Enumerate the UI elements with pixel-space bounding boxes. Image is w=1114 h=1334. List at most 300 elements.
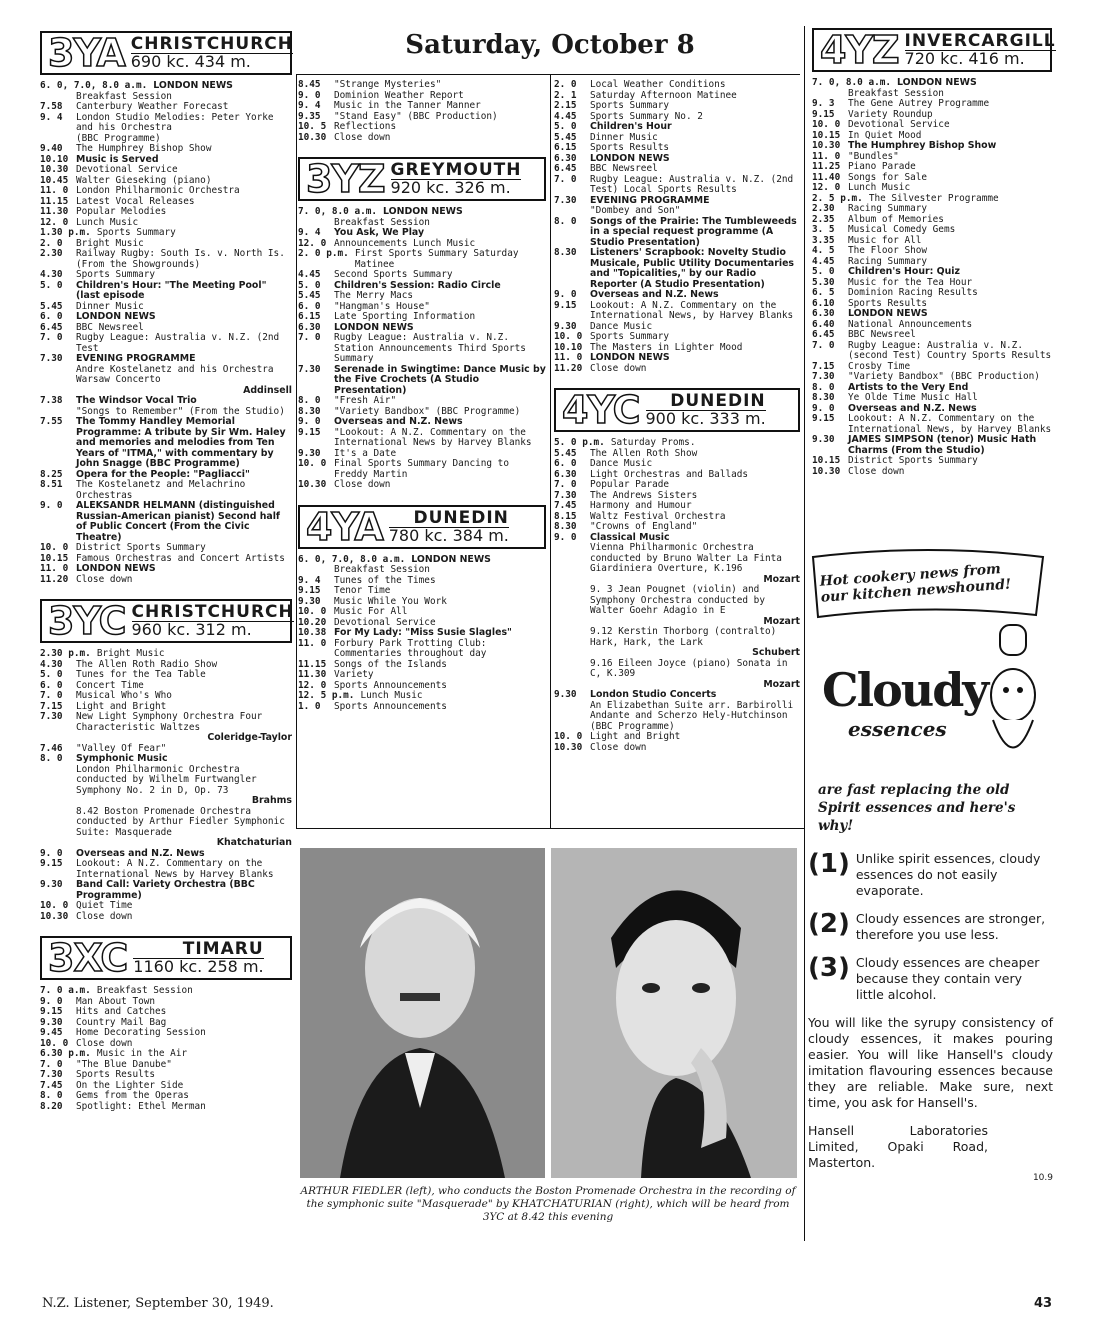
schedule-title: Harmony and Humour bbox=[590, 500, 692, 511]
schedule-time: 6.10 bbox=[812, 297, 835, 309]
schedule-time: 6.30 p.m. bbox=[40, 1048, 91, 1059]
schedule-title: Local Weather Conditions bbox=[590, 79, 726, 90]
schedule-time: 9.15 bbox=[40, 858, 63, 869]
schedule-item bbox=[554, 164, 800, 175]
ad-brand: Cloudy bbox=[822, 663, 988, 717]
schedule-list bbox=[298, 555, 546, 713]
schedule-title: Devotional Service bbox=[848, 119, 950, 130]
schedule-item bbox=[40, 1070, 292, 1081]
schedule-item bbox=[40, 249, 292, 270]
schedule-time: 10. 0 bbox=[554, 331, 583, 342]
ad-point-number: (1) bbox=[808, 849, 850, 879]
schedule-time: 7.30 bbox=[554, 194, 577, 206]
schedule-time: 6.15 bbox=[554, 142, 577, 153]
schedule-title: Dominion Racing Results bbox=[848, 287, 978, 298]
schedule-time: 10.30 bbox=[554, 741, 583, 753]
schedule-time bbox=[40, 765, 76, 797]
schedule-time: 9.30 bbox=[40, 1016, 63, 1028]
schedule-title: "The Blue Danube" bbox=[76, 1058, 172, 1070]
schedule-title: Musical Who's Who bbox=[76, 690, 172, 701]
station-city: CHRISTCHURCH bbox=[131, 602, 294, 622]
schedule-title: London Philharmonic Orchestra bbox=[76, 185, 240, 196]
schedule-item: Brahms bbox=[251, 795, 292, 806]
station-box-4ya bbox=[298, 505, 546, 549]
schedule-item bbox=[298, 101, 546, 112]
station-callsign: 4YC bbox=[562, 388, 640, 432]
schedule-time: 6. 0 bbox=[40, 311, 63, 322]
schedule-time: 11.20 bbox=[40, 573, 69, 585]
schedule-item bbox=[40, 754, 292, 765]
schedule-title: Children's Hour: "The Meeting Pool" (last episode bbox=[76, 279, 267, 301]
schedule-list bbox=[40, 81, 292, 585]
schedule-time: 6. 0 bbox=[554, 458, 577, 469]
schedule-title: Music While You Work bbox=[334, 595, 447, 607]
schedule-title: Vienna Philharmonic Orchestra conducted by Bruno Walter La Finta Giardiniera Overture, K.196 bbox=[590, 542, 782, 574]
schedule-title: Gems from the Operas bbox=[76, 1090, 189, 1101]
schedule-title: Music in the Air bbox=[96, 1048, 188, 1059]
schedule-item bbox=[40, 691, 292, 702]
schedule-time: 10. 0 bbox=[40, 900, 69, 911]
schedule-item bbox=[812, 467, 1052, 478]
schedule-time: 8.25 bbox=[40, 468, 63, 480]
schedule-time: 10.30 bbox=[40, 910, 69, 922]
schedule-title: Tunes of the Times bbox=[334, 574, 436, 586]
schedule-time: 2.35 bbox=[812, 213, 835, 225]
schedule-time: 11.15 bbox=[298, 658, 327, 670]
schedule-time: 5. 0 p.m. bbox=[554, 437, 605, 448]
schedule-item bbox=[554, 206, 800, 217]
schedule-time: 7.46 bbox=[40, 742, 63, 754]
schedule-title: Artists to the Very End bbox=[848, 381, 969, 393]
schedule-item bbox=[40, 207, 292, 218]
schedule-time: 8. 0 bbox=[554, 215, 577, 227]
station-city: INVERCARGILL bbox=[904, 31, 1056, 51]
schedule-time: 2. 0 p.m. bbox=[298, 248, 349, 259]
schedule-time: 10.15 bbox=[812, 129, 841, 141]
schedule-time bbox=[554, 206, 590, 217]
station-box-4yc bbox=[554, 388, 800, 432]
schedule-title: Lunch Music bbox=[848, 182, 911, 193]
schedule-time: 9.15 bbox=[554, 299, 577, 311]
schedule-time: 9.40 bbox=[40, 143, 63, 154]
schedule-time: 9. 0 bbox=[40, 995, 63, 1007]
schedule-time: 9. 0 bbox=[298, 89, 321, 101]
schedule-title: Overseas and N.Z. News bbox=[334, 416, 463, 427]
schedule-title: The Humphrey Bishop Show bbox=[76, 143, 212, 154]
schedule-title: The Andrews Sisters bbox=[590, 489, 698, 501]
schedule-item bbox=[812, 341, 1052, 362]
schedule-title: Close down bbox=[334, 479, 391, 490]
schedule-item bbox=[40, 901, 292, 912]
schedule-time: 6.45 bbox=[554, 163, 577, 174]
schedule-item bbox=[554, 122, 800, 133]
schedule-title: Close down bbox=[76, 910, 133, 922]
dog-chef-mascot-icon bbox=[991, 625, 1035, 748]
schedule-item bbox=[298, 459, 546, 480]
schedule-time bbox=[554, 627, 590, 648]
schedule-time: 9. 0 bbox=[554, 289, 577, 300]
schedule-item bbox=[812, 267, 1052, 278]
schedule-time: 6.30 bbox=[298, 321, 321, 333]
schedule-title: The Allen Roth Show bbox=[590, 447, 698, 459]
schedule-time: 7.30 bbox=[554, 489, 577, 501]
schedule-time: 9.30 bbox=[40, 879, 63, 890]
schedule-title: Rugby League: Australia v. N.Z. Station Announcements Third Sports Summary bbox=[334, 332, 526, 364]
schedule-time: 11.30 bbox=[298, 669, 327, 680]
schedule-time: 9.30 bbox=[812, 434, 835, 445]
schedule-item: Coleridge-Taylor bbox=[207, 732, 292, 743]
schedule-title: "Stand Easy" (BBC Production) bbox=[334, 110, 498, 122]
schedule-title: Close down bbox=[76, 573, 133, 585]
schedule-item bbox=[40, 186, 292, 197]
schedule-time: 10.15 bbox=[812, 455, 841, 466]
schedule-title: The Floor Show bbox=[848, 245, 928, 256]
schedule-title: Close down bbox=[848, 465, 905, 477]
schedule-title: BBC Newsreel bbox=[590, 163, 658, 174]
schedule-time: 8.20 bbox=[40, 1100, 63, 1112]
schedule-title: Light and Bright bbox=[76, 700, 167, 712]
schedule-time: 7.55 bbox=[40, 416, 63, 427]
schedule-title: Songs of the Islands bbox=[334, 658, 447, 670]
schedule-title: The Allen Roth Radio Show bbox=[76, 658, 218, 670]
schedule-item bbox=[40, 165, 292, 176]
schedule-title: Overseas and N.Z. News bbox=[76, 847, 205, 859]
schedule-item bbox=[812, 456, 1052, 467]
schedule-time: 11.30 bbox=[40, 206, 69, 217]
schedule-item bbox=[298, 207, 546, 218]
schedule-time: 12. 0 bbox=[40, 216, 69, 228]
schedule-time: 10.45 bbox=[40, 174, 69, 186]
schedule-time: 6.45 bbox=[40, 321, 63, 333]
schedule-time: 2.30 bbox=[40, 248, 63, 259]
schedule-time: 9. 0 bbox=[298, 416, 321, 427]
schedule-title: LONDON NEWS bbox=[76, 311, 156, 322]
schedule-title: Breakfast Session bbox=[848, 87, 944, 99]
schedule-title: "Hangman's House" bbox=[334, 300, 430, 312]
schedule-title: "Dombey and Son" bbox=[590, 205, 681, 216]
schedule-title: Announcements Lunch Music bbox=[334, 237, 476, 249]
schedule-item: Addinsell bbox=[243, 384, 292, 396]
ad-point bbox=[808, 955, 1053, 1003]
schedule-time: 9. 0 bbox=[554, 531, 577, 543]
ad-body: You will like the syrupy consistency of cloudy essences, it makes pouring easier. You will like Hansell's cloudy imitation flavouring essences because they are reliable. Make sure, next time, you ask for Hansell's. bbox=[808, 1015, 1053, 1110]
schedule-time: 4. 5 bbox=[812, 245, 835, 256]
title-rule bbox=[296, 74, 800, 75]
schedule-item bbox=[812, 225, 1052, 236]
schedule-title: Overseas and N.Z. News bbox=[848, 402, 977, 414]
schedule-time: 10. 0 bbox=[812, 119, 841, 130]
schedule-list bbox=[298, 80, 546, 143]
station-box-3yz bbox=[298, 157, 546, 201]
schedule-time: 9. 4 bbox=[298, 100, 321, 111]
schedule-time: 2. 0 bbox=[40, 237, 63, 249]
schedule-item bbox=[554, 301, 800, 322]
schedule-title: Serenade in Swingtime: Dance Music by the Five Crochets (A Studio Presentation) bbox=[334, 363, 546, 396]
schedule-time: 9.35 bbox=[298, 110, 321, 122]
schedule-time: 9.15 bbox=[812, 108, 835, 120]
schedule-time: 8. 0 bbox=[298, 395, 321, 406]
schedule-item bbox=[554, 585, 800, 617]
schedule-time: 9.15 bbox=[298, 426, 321, 438]
station-callsign: 4YA bbox=[306, 504, 383, 549]
photo-arthur-fiedler bbox=[300, 848, 545, 1178]
schedule-title: Music in the Tanner Manner bbox=[334, 100, 481, 111]
schedule-title: Breakfast Session bbox=[76, 90, 172, 102]
schedule-item bbox=[40, 480, 292, 501]
schedule-title: LONDON NEWS bbox=[411, 553, 491, 565]
schedule-title: Light and Bright bbox=[590, 731, 681, 742]
station-callsign: 3XC bbox=[48, 936, 128, 980]
station-box-4yz bbox=[812, 28, 1056, 72]
schedule-item bbox=[554, 743, 800, 754]
schedule-title: Concert Time bbox=[76, 679, 144, 691]
schedule-item bbox=[812, 372, 1052, 383]
schedule-item bbox=[554, 143, 800, 154]
schedule-title: An Elizabethan Suite arr. Barbirolli Andante and Scherzo Hely-Hutchinson (BBC Programme) bbox=[590, 699, 794, 732]
schedule-title: Rugby League: Australia v. N.Z. (second Test) Country Sports Results bbox=[848, 339, 1052, 361]
schedule-time: 9.30 bbox=[554, 320, 577, 332]
schedule-time: 9.15 bbox=[812, 413, 835, 424]
schedule-item bbox=[812, 435, 1052, 456]
station-callsign: 4YZ bbox=[820, 28, 899, 72]
station-frequency: 960 kc. 312 m. bbox=[132, 621, 294, 638]
column-divider bbox=[296, 74, 297, 828]
schedule-time: 12. 5 p.m. bbox=[298, 690, 355, 701]
schedule-title: Forbury Park Trotting Club: Commentaries throughout day bbox=[334, 637, 487, 659]
schedule-time: 9. 4 bbox=[298, 227, 321, 238]
schedule-time: 9.15 bbox=[298, 585, 321, 596]
schedule-time: 6.30 bbox=[554, 468, 577, 480]
schedule-item bbox=[40, 417, 292, 470]
schedule-title: London Studio Concerts bbox=[590, 689, 717, 700]
schedule-title: Sports Results bbox=[848, 297, 928, 309]
ad-point-text: Cloudy essences are stronger, therefore you use less. bbox=[855, 911, 1046, 942]
schedule-time: 7.38 bbox=[40, 395, 63, 406]
schedule-time: 9.15 bbox=[40, 1006, 63, 1017]
schedule-title: Dance Music bbox=[590, 320, 653, 332]
schedule-item bbox=[554, 627, 800, 648]
schedule-time: 6.45 bbox=[812, 329, 835, 340]
schedule-title: London Studio Melodies: Peter Yorke and his Orchestra bbox=[76, 111, 274, 133]
schedule-title: Breakfast Session bbox=[334, 216, 430, 228]
schedule-title: Variety bbox=[334, 669, 374, 680]
schedule-time: 5.45 bbox=[40, 300, 63, 312]
schedule-item bbox=[554, 364, 800, 375]
station-frequency: 900 kc. 333 m. bbox=[645, 409, 766, 428]
schedule-time: 9.30 bbox=[298, 447, 321, 459]
schedule-item bbox=[40, 281, 292, 302]
schedule-title: Band Call: Variety Orchestra (BBC Programme) bbox=[76, 879, 255, 901]
schedule-title: Quiet Time bbox=[76, 900, 133, 911]
schedule-title: "Variety Bandbox" (BBC Production) bbox=[848, 371, 1040, 382]
schedule-time: 9. 0 bbox=[40, 500, 63, 511]
schedule-title: Close down bbox=[590, 362, 647, 374]
schedule-time: 5. 0 bbox=[298, 279, 321, 291]
schedule-time: 3. 5 bbox=[812, 224, 835, 235]
schedule-time: 2.30 p.m. bbox=[40, 648, 91, 659]
schedule-time: 5. 0 bbox=[554, 121, 577, 132]
schedule-title: BBC Newsreel bbox=[848, 329, 916, 340]
schedule-item bbox=[812, 162, 1052, 173]
schedule-time: 7. 0 bbox=[40, 690, 63, 701]
schedule-time: 7.15 bbox=[40, 700, 63, 712]
column-4 bbox=[812, 0, 1056, 477]
schedule-item: Mozart bbox=[763, 615, 800, 627]
schedule-item bbox=[40, 354, 292, 365]
station-callsign: 3YZ bbox=[306, 157, 385, 201]
schedule-title: Sports Results bbox=[76, 1069, 156, 1080]
schedule-time: 8.45 bbox=[298, 79, 321, 90]
schedule-item bbox=[554, 217, 800, 249]
schedule-title: Breakfast Session bbox=[334, 564, 430, 575]
schedule-time: 4.30 bbox=[40, 269, 63, 280]
schedule-title: London Philharmonic Orchestra conducted by Wilhelm Furtwangler Symphony No. 2 in D, Op. 73 bbox=[76, 763, 257, 796]
schedule-time: 2.15 bbox=[554, 100, 577, 111]
station-frequency: 780 kc. 384 m. bbox=[388, 525, 509, 545]
schedule-item bbox=[554, 80, 800, 91]
schedule-item bbox=[40, 1091, 292, 1102]
page-number: 43 bbox=[1034, 1296, 1053, 1311]
schedule-time: 10.10 bbox=[554, 341, 583, 353]
schedule-time: 5.45 bbox=[554, 131, 577, 143]
schedule-item bbox=[554, 332, 800, 343]
footer-publication: N.Z. Listener, September 30, 1949. bbox=[42, 1296, 274, 1311]
ad-point-number: (3) bbox=[808, 953, 850, 983]
schedule-title: 9. 3 Jean Pougnet (violin) and Symphony Orchestra conducted by Walter Goehr Adagio in E bbox=[590, 584, 765, 616]
schedule-item bbox=[40, 986, 292, 997]
station-city: TIMARU bbox=[182, 939, 264, 959]
schedule-title: National Announcements bbox=[848, 318, 973, 330]
schedule-time: 12. 0 bbox=[812, 182, 841, 193]
schedule-item bbox=[812, 78, 1052, 89]
schedule-item bbox=[298, 396, 546, 407]
schedule-time: 6. 0 bbox=[298, 300, 321, 312]
schedule-time: 2. 0 bbox=[554, 79, 577, 90]
station-frequency: 920 kc. 326 m. bbox=[391, 179, 522, 196]
schedule-item bbox=[812, 393, 1052, 404]
schedule-title: Dinner Music bbox=[76, 300, 144, 312]
schedule-title: New Light Symphony Orchestra Four Characteristic Waltzes bbox=[76, 711, 263, 733]
schedule-time: 10.30 bbox=[812, 465, 841, 477]
schedule-title: 9.12 Kerstin Thorborg (contralto) Hark, Hark, the Lark bbox=[590, 626, 777, 648]
schedule-time: 7.45 bbox=[40, 1079, 63, 1091]
schedule-item bbox=[554, 353, 800, 364]
schedule-item bbox=[40, 880, 292, 901]
schedule-title: Sports Summary bbox=[590, 100, 670, 111]
schedule-time: 6. 0 bbox=[40, 679, 63, 691]
schedule-time: 6. 5 bbox=[812, 287, 835, 298]
schedule-time: 11. 0 bbox=[40, 563, 69, 574]
schedule-time: 11. 0 bbox=[40, 185, 69, 196]
schedule-title: Opera for the People: "Pagliacci" bbox=[76, 468, 250, 480]
schedule-title: Sports Summary bbox=[590, 331, 670, 342]
schedule-item: Khatchaturian bbox=[216, 837, 292, 848]
schedule-time: 7.30 bbox=[298, 363, 321, 375]
schedule-title: On the Lighter Side bbox=[76, 1079, 184, 1091]
schedule-time: 9.45 bbox=[40, 1027, 63, 1038]
schedule-time: 8.51 bbox=[40, 479, 63, 490]
schedule-title: Lunch Music bbox=[360, 690, 423, 701]
photo-caption: ARTHUR FIEDLER (left), who conducts the Boston Promenade Orchestra in the recording of the symphonic suite "Masquerade" by KHATCHATURIAN (right), which will be heard from 3YC at 8.42 this evening bbox=[300, 1185, 796, 1223]
schedule-time: 7.30 bbox=[40, 1069, 63, 1080]
schedule-title: Rugby League: Australia v. N.Z. (2nd Test) Local Sports Results bbox=[590, 173, 794, 195]
schedule-item bbox=[40, 1102, 292, 1113]
schedule-title: Country Mail Bag bbox=[76, 1016, 167, 1028]
schedule-title: Waltz Festival Orchestra bbox=[590, 510, 726, 522]
schedule-item bbox=[40, 396, 292, 407]
schedule-title: Devotional Service bbox=[76, 164, 178, 175]
schedule-item bbox=[812, 204, 1052, 215]
schedule-item bbox=[812, 120, 1052, 131]
photo-rule bbox=[296, 828, 804, 829]
schedule-item bbox=[40, 575, 292, 586]
station-box-3yc bbox=[40, 599, 292, 643]
schedule-title: (BBC Programme) bbox=[76, 132, 161, 144]
schedule-title: "Strange Mysteries" bbox=[334, 79, 442, 90]
schedule-title: Racing Summary bbox=[848, 255, 928, 267]
schedule-title: Final Sports Summary Dancing to Freddy Martin bbox=[334, 458, 509, 480]
schedule-title: Music For All bbox=[334, 606, 408, 617]
schedule-time: 7. 0 bbox=[298, 332, 321, 343]
column-divider bbox=[804, 26, 805, 1241]
ad-point-text: Unlike spirit essences, cloudy essences do not easily evaporate. bbox=[855, 851, 1041, 898]
schedule-title: The Merry Macs bbox=[334, 290, 414, 301]
schedule-title: Racing Summary bbox=[848, 203, 928, 214]
schedule-time: 7. 0, 8.0 a.m. bbox=[298, 206, 378, 217]
station-city: GREYMOUTH bbox=[390, 160, 522, 180]
schedule-title: Music for the Tea Hour bbox=[848, 276, 973, 288]
schedule-title: Children's Session: Radio Circle bbox=[334, 279, 501, 291]
station-city: CHRISTCHURCH bbox=[130, 34, 293, 54]
schedule-title: BBC Newsreel bbox=[76, 321, 144, 333]
schedule-title: Rugby League: Australia v. N.Z. (2nd Test bbox=[76, 332, 280, 354]
schedule-time: 2. 1 bbox=[554, 89, 577, 101]
station-frequency: 1160 kc. 258 m. bbox=[133, 957, 264, 976]
schedule-item bbox=[298, 312, 546, 323]
ad-company: Hansell Laboratories Limited, Opaki Road, Masterton. bbox=[808, 1123, 988, 1170]
schedule-title: Reflections bbox=[334, 121, 397, 132]
schedule-title: ALEKSANDR HELMANN (distinguished Russian-American pianist) Second half of Public Concert (From the Civic Theatre) bbox=[76, 500, 280, 543]
schedule-title: Late Sporting Information bbox=[334, 311, 476, 322]
schedule-title: Close down bbox=[76, 1037, 133, 1049]
schedule-time: 5. 0 bbox=[40, 279, 63, 291]
column-divider bbox=[550, 74, 551, 828]
schedule-title: "Fresh Air" bbox=[334, 395, 397, 406]
schedule-item bbox=[298, 228, 546, 239]
ad-point bbox=[808, 911, 1053, 943]
schedule-title: LONDON NEWS bbox=[334, 321, 414, 333]
schedule-item bbox=[40, 649, 292, 660]
schedule-time: 4.45 bbox=[812, 255, 835, 267]
schedule-item bbox=[40, 564, 292, 575]
schedule-title: Lunch Music bbox=[76, 216, 139, 228]
schedule-title: Latest Vocal Releases bbox=[76, 195, 195, 207]
schedule-item bbox=[298, 428, 546, 449]
schedule-item bbox=[40, 859, 292, 880]
schedule-time bbox=[40, 365, 76, 386]
schedule-title: Walter Gieseking (piano) bbox=[76, 174, 212, 186]
schedule-time: 11.20 bbox=[554, 362, 583, 374]
schedule-title: Symphonic Music bbox=[76, 753, 168, 764]
schedule-title: JAMES SIMPSON (tenor) Music Hath Charms (From the Studio) bbox=[848, 434, 1037, 456]
schedule-title: Lookout: A N.Z. Commentary on the International News, by Harvey Blanks bbox=[590, 299, 794, 321]
schedule-item bbox=[298, 639, 546, 660]
schedule-time: 10.30 bbox=[812, 140, 841, 151]
schedule-item bbox=[812, 330, 1052, 341]
schedule-time: 7.15 bbox=[812, 360, 835, 372]
schedule-time: 7. 0 bbox=[40, 1058, 63, 1070]
schedule-list bbox=[40, 986, 292, 1112]
